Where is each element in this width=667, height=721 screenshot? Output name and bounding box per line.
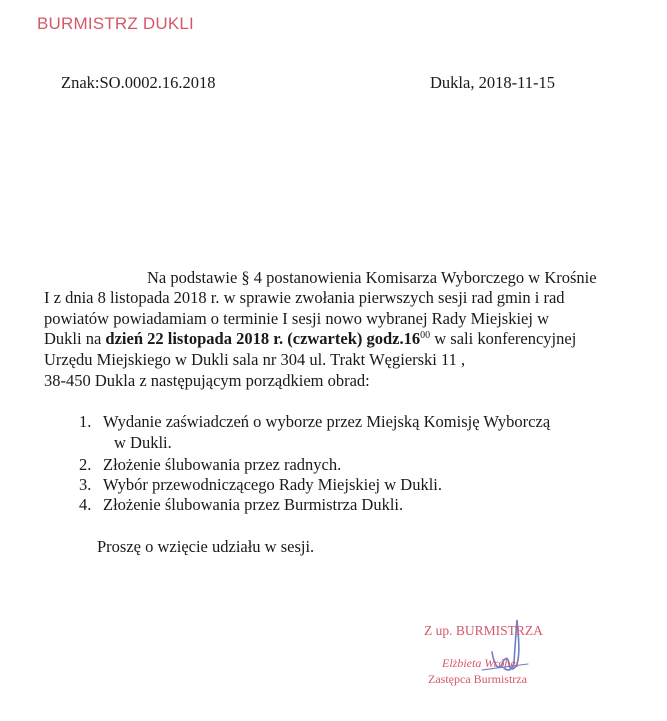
- closing-sentence: Proszę o wzięcie udziału w sesji.: [97, 537, 315, 556]
- body-line-2: [44, 290, 617, 307]
- agenda-item-number: 2.: [79, 455, 92, 474]
- body-line-4: [44, 331, 576, 348]
- agenda-item-text: Wybór przewodniczącego Rady Miejskiej w Dukli.: [103, 475, 442, 494]
- signature-role: Zastępca Burmistrza: [428, 672, 527, 686]
- agenda-item-text: Wydanie zaświadczeń o wyborze przez Miejską Komisję Wyborczą: [103, 412, 551, 431]
- body-line-2-text: I z dnia 8 listopada 2018 r. w sprawie zwołania pierwszych sesji rad gmin i rad: [44, 288, 565, 307]
- meeting-time-minutes: 00: [420, 330, 431, 341]
- reference-number: Znak:SO.0002.16.2018: [61, 73, 216, 92]
- body-line-1: Na podstawie § 4 postanowienia Komisarza Wyborczego w Krośnie: [147, 268, 597, 287]
- body-line-4-pre: Dukli na: [44, 329, 106, 348]
- body-line-4-post: w sali konferencyjnej: [430, 329, 577, 348]
- issuer-stamp: BURMISTRZ DUKLI: [37, 14, 194, 33]
- meeting-date-bold: dzień 22 listopada 2018 r. (czwartek) godz.16: [105, 329, 421, 348]
- agenda-item-text: Złożenie ślubowania przez radnych.: [103, 455, 342, 474]
- body-line-3-text: powiatów powiadamiam o terminie I sesji nowo wybranej Rady Miejskiej w: [44, 309, 549, 328]
- signature-authority: Z up. BURMISTRZA: [424, 623, 543, 638]
- signature-name: Elżbieta Wróbel: [442, 656, 519, 670]
- agenda-item-text: Złożenie ślubowania przez Burmistrza Dukli.: [103, 495, 404, 514]
- body-line-3: [44, 311, 617, 328]
- agenda-item-number: 4.: [79, 495, 92, 514]
- body-line-5: Urzędu Miejskiego w Dukli sala nr 304 ul. Trakt Węgierski 11 ,: [44, 350, 466, 369]
- agenda-item-text-cont: w Dukli.: [114, 433, 172, 452]
- place-date: Dukla, 2018-11-15: [430, 73, 555, 92]
- body-line-6: 38-450 Dukla z następującym porządkiem obrad:: [44, 371, 370, 390]
- agenda-item-number: 3.: [79, 475, 92, 494]
- agenda-item-number: 1.: [79, 412, 92, 431]
